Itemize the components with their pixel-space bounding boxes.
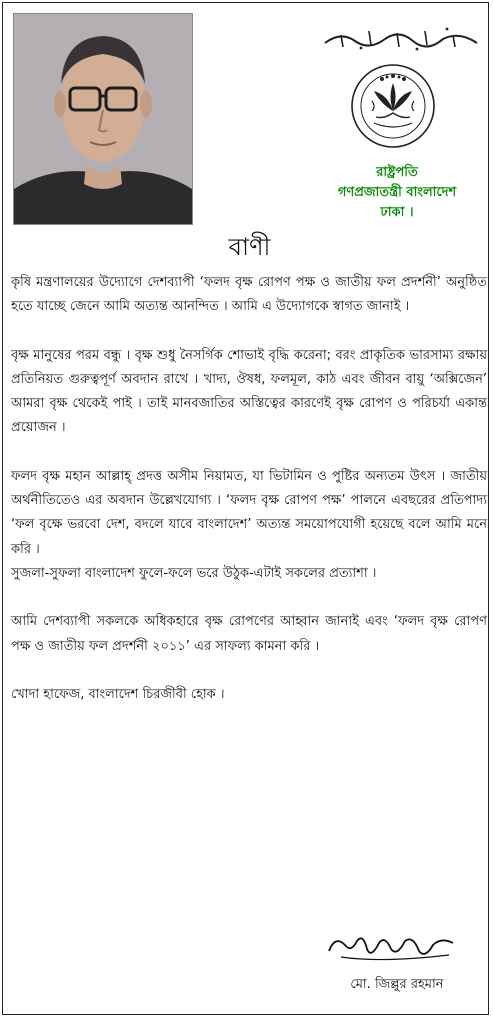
signer-name: মো. জিল্লুর রহমান	[350, 977, 444, 992]
paragraph: সুজলা-সুফলা বাংলাদেশ ফুলে-ফলে ভরে উঠুক-এটাই সকলের প্রত্যাশা ।	[11, 565, 377, 581]
presidential-emblem	[350, 63, 436, 149]
message-body	[11, 271, 487, 707]
paragraph: বৃক্ষ মানুষের পরম বন্ধু । বৃক্ষ শুধু নৈসর্গিক শোভাই বৃদ্ধি করেনা; বরং প্রাকৃতিক ভারসাম্য রক্ষায় প্রতিনিয়ত গুরুত্বপূর্ণ অবদান রাখে । খাদ্য, ঔষধ, ফলমূল, কাঠ এবং জীবন বায়ু ‘অক্সিজেন’ আমরা বৃক্ষ থেকেই পাই । তাই মানবজাতির অস্তিত্বের কারণেই বৃক্ষ রোপণ ও পরিচর্যা একান্ত প্রয়োজন ।	[11, 347, 487, 436]
paragraph: কৃষি মন্ত্রণালয়ের উদ্যোগে দেশব্যাপী ‘ফলদ বৃক্ষ রোপণ পক্ষ ও জাতীয় ফল প্রদর্শনী’ অনুষ্ঠিত হতে যাচ্ছে জেনে আমি অত্যন্ত আনন্দিত । আমি এ উদ্যোগকে স্বাগত জানাই ।	[11, 275, 487, 315]
president-portrait	[13, 13, 193, 225]
paragraph: আমি দেশব্যাপী সকলকে অধিকহারে বৃক্ষ রোপণের আহ্বান জানাই এবং ‘ফলদ বৃক্ষ রোপণ পক্ষ ও জাতীয় ফল প্রদর্শনী ২০১১’ এর সাফল্য কামনা করি ।	[11, 614, 487, 654]
country-name: গণপ্রজাতন্ত্রী বাংলাদেশ	[337, 185, 457, 200]
city-name: ঢাকা ।	[380, 205, 414, 220]
paragraph: খোদা হাফেজ, বাংলাদেশ চিরজীবী হোক ।	[11, 686, 225, 702]
office-block	[303, 163, 491, 223]
bismillah-calligraphy	[321, 23, 481, 53]
message-heading: বাণী	[228, 233, 271, 261]
handwritten-signature	[321, 929, 461, 965]
office-title: রাষ্ট্রপতি	[376, 165, 418, 180]
message-frame	[2, 2, 489, 1015]
paragraph: ফলদ বৃক্ষ মহান আল্লাহ্ প্রদত্ত অসীম নিয়ামত, যা ভিটামিন ও পুষ্টির অন্যতম উৎস । জাতীয় অর্থনীতিতেও এর অবদান উল্লেখযোগ্য । ‘ফলদ বৃক্ষ রোপণ পক্ষ’ পালনে এবছরের প্রতিপাদ্য ‘ফল বৃক্ষে ভরবো দেশ, বদলে যাবে বাংলাদেশ’ অত্যন্ত সময়োপযোগী হয়েছে বলে আমি মনে করি ।	[11, 468, 487, 557]
